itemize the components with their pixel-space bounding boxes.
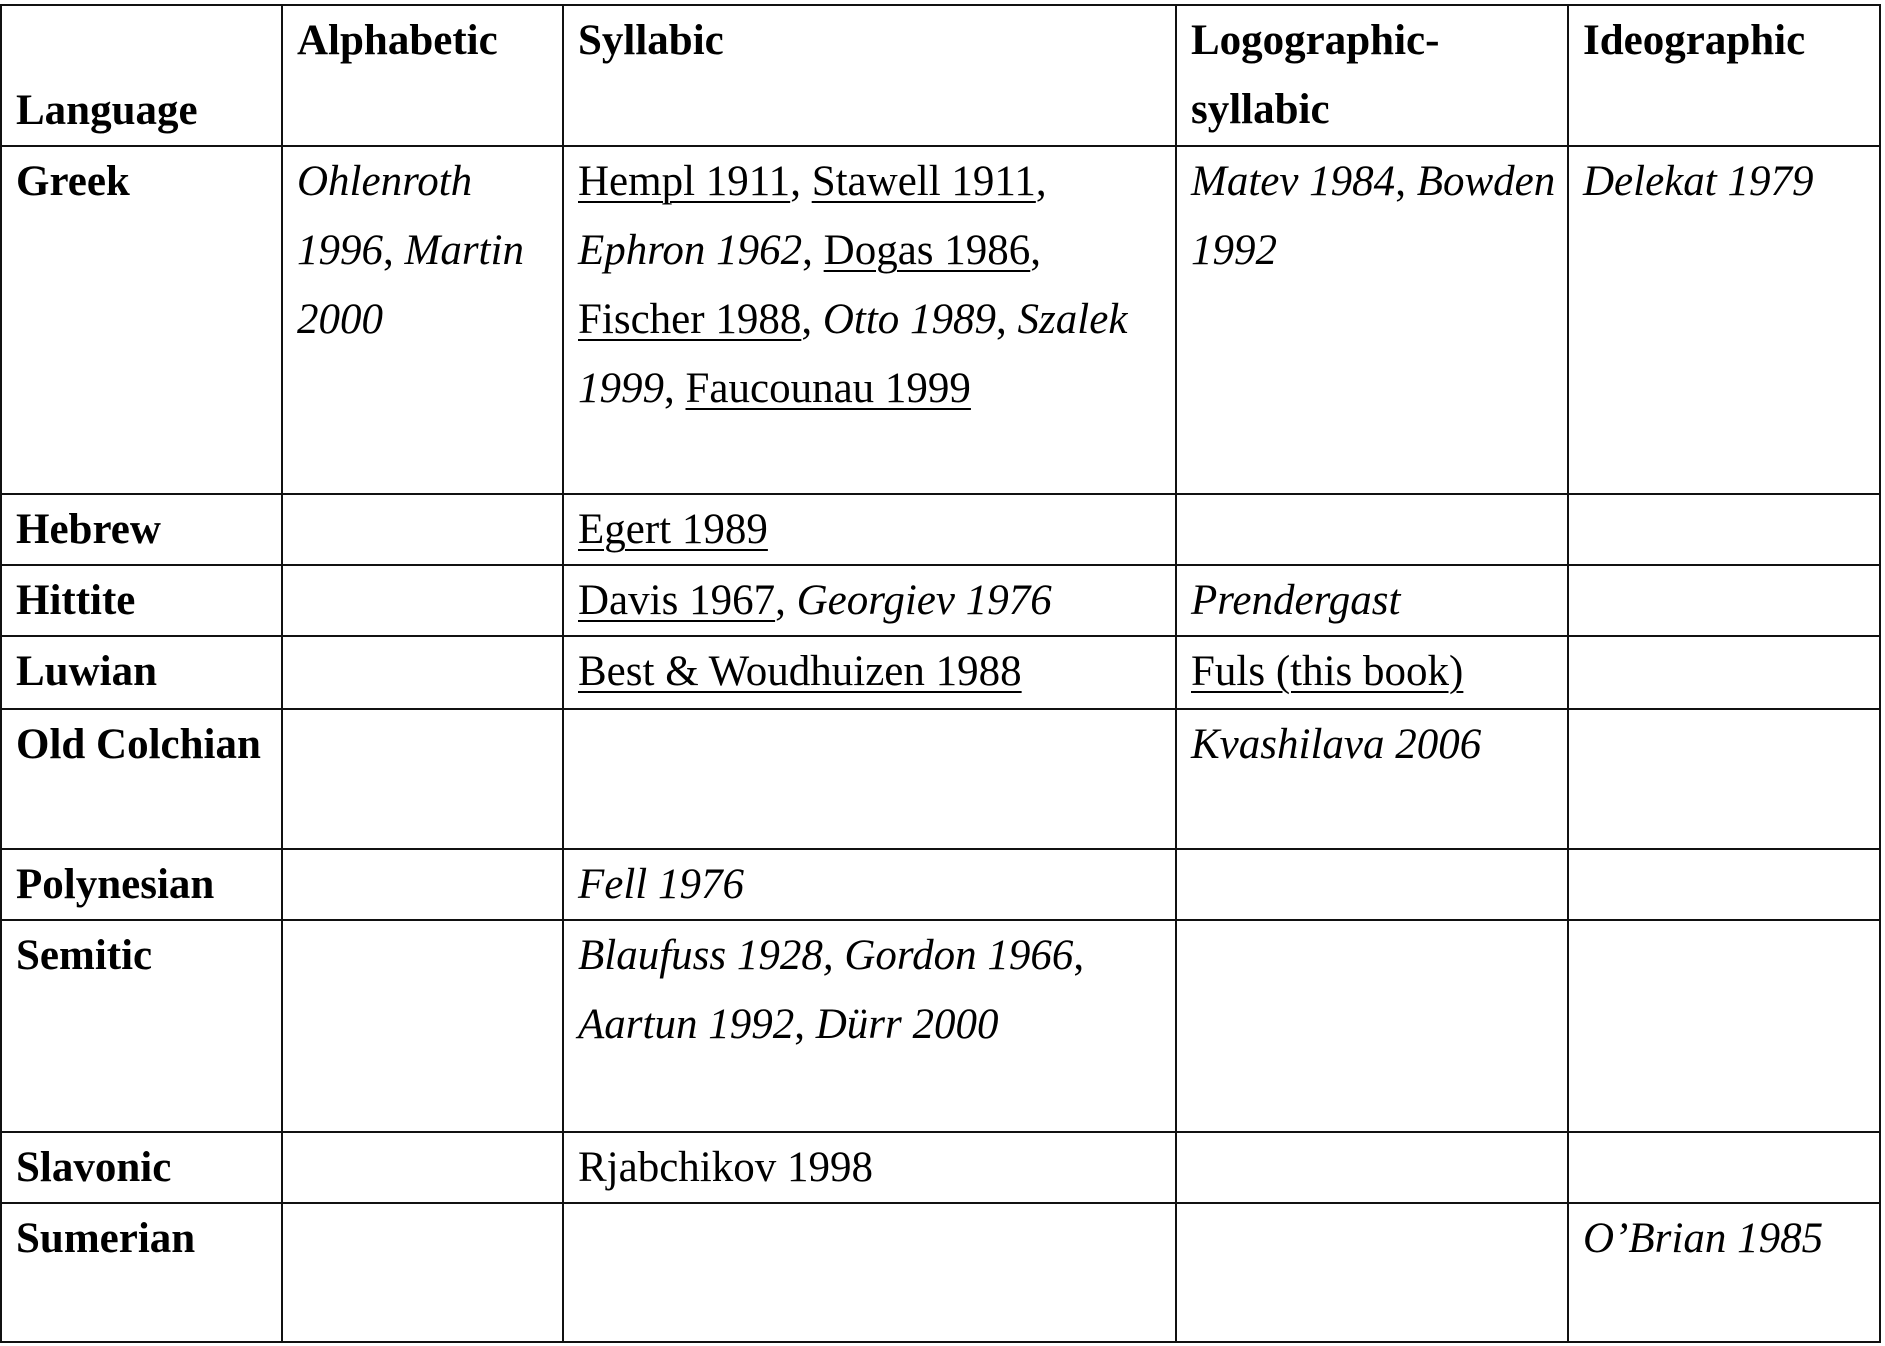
citation-text: ,	[1395, 158, 1417, 205]
citation-text: Delekat 1979	[1583, 158, 1814, 205]
table-row	[1, 146, 1880, 494]
cell-ideographic	[1568, 565, 1880, 636]
language-cell: Sumerian	[1, 1203, 282, 1342]
cell-alphabetic	[282, 494, 563, 565]
cell-ideographic	[1568, 1203, 1880, 1342]
citation-link: Fischer 1988	[578, 296, 802, 343]
citation-text: Martin 2000	[297, 227, 524, 343]
cell-alphabetic	[282, 709, 563, 849]
cell-logographic-syllabic	[1176, 494, 1568, 565]
cell-logographic-syllabic	[1176, 1203, 1568, 1342]
citation-text: Otto 1989	[822, 296, 997, 343]
language-cell: Old Colchian	[1, 709, 282, 849]
citation-link: Best & Woudhuizen 1988	[578, 648, 1022, 695]
citation-text: ,	[383, 227, 405, 274]
citation-text: ,	[1073, 932, 1085, 979]
decipherment-table	[0, 4, 1881, 1343]
cell-syllabic	[563, 636, 1176, 709]
citation-text: ,	[802, 227, 824, 274]
column-header-alphabetic: Alphabetic	[282, 5, 563, 146]
citation-text: Fell 1976	[578, 861, 744, 908]
cell-logographic-syllabic	[1176, 849, 1568, 920]
citation-link: Hempl 1911	[578, 158, 791, 205]
cell-logographic-syllabic	[1176, 709, 1568, 849]
language-cell: Hittite	[1, 565, 282, 636]
citation-text: ,	[794, 1001, 816, 1048]
column-header-language: Language	[1, 5, 282, 146]
language-cell: Semitic	[1, 920, 282, 1132]
citation-text: ,	[801, 296, 823, 343]
cell-syllabic	[563, 849, 1176, 920]
table-row	[1, 494, 1880, 565]
citation-link: Egert 1989	[578, 506, 768, 553]
language-cell: Polynesian	[1, 849, 282, 920]
cell-syllabic	[563, 920, 1176, 1132]
header-row	[1, 5, 1880, 146]
cell-alphabetic	[282, 146, 563, 494]
cell-alphabetic	[282, 565, 563, 636]
citation-text: Aartun 1992	[578, 1001, 795, 1048]
citation-text: Georgiev 1976	[796, 577, 1052, 624]
citation-text: ,	[1035, 158, 1047, 205]
citation-text: ,	[775, 577, 797, 624]
table-row	[1, 920, 1880, 1132]
cell-syllabic	[563, 146, 1176, 494]
table-row	[1, 709, 1880, 849]
citation-text: Blaufuss 1928, Gordon 1966	[578, 932, 1074, 979]
citation-text: ,	[1030, 227, 1042, 274]
cell-ideographic	[1568, 636, 1880, 709]
cell-syllabic	[563, 709, 1176, 849]
cell-alphabetic	[282, 849, 563, 920]
cell-alphabetic	[282, 1132, 563, 1203]
cell-ideographic	[1568, 146, 1880, 494]
column-header-syllabic: Syllabic	[563, 5, 1176, 146]
citation-text: O’Brian 1985	[1583, 1215, 1824, 1262]
table-row	[1, 849, 1880, 920]
column-header-ideographic: Ideographic	[1568, 5, 1880, 146]
cell-syllabic	[563, 1132, 1176, 1203]
cell-logographic-syllabic	[1176, 920, 1568, 1132]
cell-alphabetic	[282, 920, 563, 1132]
cell-syllabic	[563, 1203, 1176, 1342]
citation-text: Szalek 1999	[578, 296, 1128, 412]
cell-ideographic	[1568, 709, 1880, 849]
citation-text: Ephron 1962	[578, 227, 803, 274]
citation-text: Bowden 1992	[1191, 158, 1556, 274]
language-cell: Slavonic	[1, 1132, 282, 1203]
citation-text: ,	[790, 158, 812, 205]
citation-text: Prendergast	[1191, 577, 1401, 624]
citation-link: Faucounau 1999	[685, 365, 971, 412]
citation-text: ,	[664, 365, 686, 412]
citation-text: Dürr 2000	[815, 1001, 999, 1048]
cell-syllabic	[563, 494, 1176, 565]
table-row	[1, 1203, 1880, 1342]
citation-link: Dogas 1986	[823, 227, 1031, 274]
citation-link: Fuls (this book)	[1191, 648, 1464, 695]
cell-ideographic	[1568, 920, 1880, 1132]
cell-alphabetic	[282, 636, 563, 709]
table-row	[1, 565, 1880, 636]
cell-alphabetic	[282, 1203, 563, 1342]
cell-syllabic	[563, 565, 1176, 636]
citation-link: Davis 1967	[578, 577, 776, 624]
language-cell: Hebrew	[1, 494, 282, 565]
citation-text: ,	[996, 296, 1018, 343]
citation-text: Ohlenroth 1996	[297, 158, 473, 274]
cell-logographic-syllabic	[1176, 636, 1568, 709]
cell-logographic-syllabic	[1176, 1132, 1568, 1203]
language-cell: Greek	[1, 146, 282, 494]
cell-logographic-syllabic	[1176, 146, 1568, 494]
column-header-logographic-syllabic: Logographic-syllabic	[1176, 5, 1568, 146]
table-row	[1, 636, 1880, 709]
citation-text: Kvashilava 2006	[1191, 721, 1482, 768]
language-cell: Luwian	[1, 636, 282, 709]
citation-link: Stawell 1911	[811, 158, 1036, 205]
cell-ideographic	[1568, 494, 1880, 565]
citation-text: Rjabchikov 1998	[578, 1144, 873, 1191]
cell-logographic-syllabic	[1176, 565, 1568, 636]
cell-ideographic	[1568, 1132, 1880, 1203]
cell-ideographic	[1568, 849, 1880, 920]
table-row	[1, 1132, 1880, 1203]
citation-text: Matev 1984	[1191, 158, 1396, 205]
